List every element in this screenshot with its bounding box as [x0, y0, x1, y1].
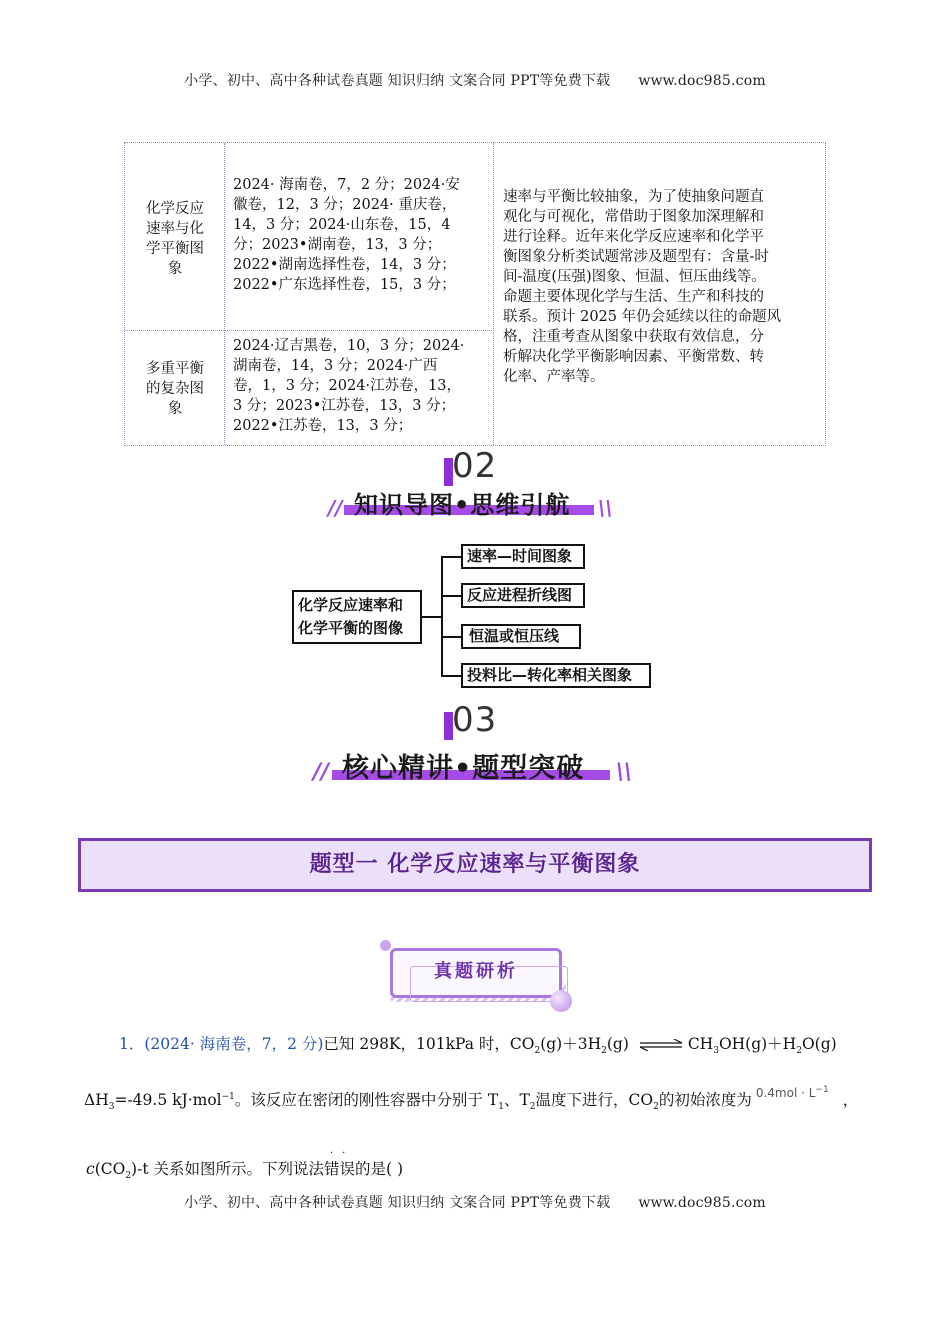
- analysis-line: 间-温度(压强)图象、恒温、恒压曲线等。: [503, 269, 766, 285]
- question-text: 的是( ): [355, 1160, 404, 1178]
- question-type-banner: 题型一 化学反应速率与平衡图象: [78, 838, 872, 892]
- section-title: 核心精讲•题型突破: [342, 753, 585, 784]
- table-topic-2: [131, 359, 219, 419]
- deco-dot: [380, 940, 391, 951]
- topic-line: 的复杂图: [146, 381, 204, 397]
- topic-line: 学平衡图: [146, 241, 204, 257]
- source-line: 2022•湖南选择性卷，14，3 分；: [233, 257, 456, 273]
- connector: [441, 675, 461, 677]
- emphasis-dots: ··: [330, 1148, 355, 1159]
- footer-text: 小学、初中、高中各种试卷真题 知识归纳 文案合同 PPT等免费下载: [184, 1195, 611, 1211]
- analysis-line: 进行诠释。近年来化学反应速率和化学平: [503, 229, 764, 245]
- subscript: 2: [601, 1046, 607, 1057]
- deco-slash-left: //: [328, 496, 343, 520]
- subscript: 2: [534, 1046, 541, 1057]
- source-line: 2024·辽吉黑卷，10，3 分；2024·: [233, 338, 465, 354]
- table-divider: [224, 143, 225, 445]
- subscript: 2: [653, 1102, 659, 1113]
- topic-line: 象: [167, 261, 183, 277]
- connector: [441, 556, 443, 676]
- section-number: 03: [452, 700, 498, 740]
- connector: [441, 595, 461, 597]
- source-line: 2022•江苏卷，13，3 分；: [233, 418, 413, 434]
- question-line-3: [86, 1148, 404, 1182]
- header-url: www.doc985.com: [638, 73, 766, 89]
- mindmap-branch-2: 反应进程折线图: [461, 583, 585, 608]
- question-text: CH: [687, 1035, 714, 1053]
- badge-box: [390, 948, 562, 998]
- question-text: 已知 298K，101kPa 时，CO: [323, 1035, 535, 1053]
- table-analysis: [503, 187, 821, 387]
- table-divider: [493, 143, 494, 445]
- question-text: (CO: [94, 1160, 126, 1178]
- deco-slash-right: \\: [598, 496, 613, 520]
- question-text: 的初始浓度为: [658, 1091, 752, 1109]
- connector: [441, 556, 461, 558]
- source-line: 卷，1，3 分；2024·江苏卷，13，: [233, 378, 462, 394]
- equilibrium-arrow-icon: [638, 1039, 684, 1051]
- badge-label: 真题研析: [434, 961, 518, 982]
- analysis-line: 命题主要体现化学与生活、生产和科技的: [503, 289, 764, 305]
- table-sources-2: [233, 336, 489, 436]
- mindmap-root-line: 化学平衡的图像: [298, 619, 404, 637]
- question-text: ΔH: [84, 1091, 109, 1109]
- analysis-line: 速率与平衡比较抽象，为了使抽象问题直: [503, 189, 764, 205]
- question-text: )-t 关系如图所示。下列说法: [131, 1160, 324, 1178]
- question-text: 。该反应在密闭的刚性容器中分别于 T: [234, 1091, 499, 1109]
- question-text: =-49.5 kJ·mol: [114, 1091, 222, 1109]
- source-line: 3 分；2023•江苏卷，13，3 分；: [233, 398, 456, 414]
- section-title: 知识导图•思维引航: [354, 491, 571, 519]
- analysis-line: 衡图象分析类试题常涉及题型有：含量-时: [503, 249, 769, 265]
- question-text: (g): [606, 1035, 629, 1053]
- analysis-line: 析解决化学平衡影响因素、平衡常数、转: [503, 349, 764, 365]
- mindmap-branch-4: 投料比—转化率相关图象: [461, 663, 651, 688]
- badge: [380, 940, 580, 1010]
- connector: [441, 636, 461, 638]
- question-line-1: [119, 1032, 837, 1056]
- analysis-line: 观化与可视化，常借助于图象加深理解和: [503, 209, 764, 225]
- subscript: 3: [713, 1046, 719, 1057]
- question-line-2: [84, 1085, 859, 1113]
- deco-orb: [550, 990, 572, 1012]
- subscript: 2: [125, 1171, 132, 1182]
- source-line: 2024· 海南卷，7，2 分；2024·安: [233, 177, 460, 193]
- table-divider: [125, 330, 494, 331]
- initial-concentration: [756, 1086, 829, 1100]
- source-line: 分；2023•湖南卷，13，3 分；: [233, 237, 442, 253]
- source-line: 2022•广东选择性卷，15，3 分；: [233, 277, 456, 293]
- exam-table: [124, 142, 826, 446]
- deco-slash-right: \\: [616, 760, 633, 785]
- table-topic-1: [131, 199, 219, 279]
- subscript: 2: [529, 1102, 536, 1113]
- connector: [422, 616, 441, 618]
- concentration-value: 0.4mol · L: [755, 1086, 816, 1100]
- analysis-line: 联系。预计 2025 年仍会延续以往的命题风: [503, 309, 782, 325]
- superscript: −1: [815, 1085, 829, 1095]
- superscript: −1: [221, 1091, 235, 1102]
- source-line: 14，3 分；2024·山东卷，15，4: [233, 217, 451, 233]
- question-text: OH(g)＋H: [718, 1035, 797, 1053]
- page-footer: [0, 1192, 950, 1212]
- analysis-line: 化率、产率等。: [503, 369, 605, 385]
- source-line: 湖南卷，14，3 分；2024·广西: [233, 358, 438, 374]
- question-text: ，: [842, 1091, 859, 1109]
- question-text: 错误: [324, 1160, 356, 1178]
- subscript: 1: [498, 1102, 504, 1113]
- question-source: (2024· 海南卷，7，2 分): [144, 1035, 324, 1053]
- question-number: 1．: [119, 1035, 145, 1053]
- mindmap-branch-1: 速率—时间图象: [461, 544, 585, 569]
- topic-line: 速率与化: [146, 221, 204, 237]
- page-header: [0, 70, 950, 90]
- topic-line: 象: [167, 401, 183, 417]
- mindmap-root: [292, 590, 422, 644]
- topic-line: 化学反应: [146, 201, 204, 217]
- question-text: O(g): [801, 1035, 837, 1053]
- table-sources-1: [233, 175, 489, 295]
- emphasis-word: [324, 1148, 356, 1178]
- analysis-line: 格，注重考查从图象中获取有效信息，分: [503, 329, 764, 345]
- section-number: 02: [452, 446, 498, 486]
- subscript: 2: [796, 1046, 802, 1057]
- topic-line: 多重平衡: [146, 361, 204, 377]
- question-text: 、T: [503, 1091, 530, 1109]
- source-line: 徽卷，12，3 分；2024· 重庆卷，: [233, 197, 457, 213]
- footer-url: www.doc985.com: [638, 1195, 766, 1211]
- question-text: 温度下进行，CO: [535, 1091, 654, 1109]
- question-text: c: [86, 1160, 95, 1178]
- mindmap-root-line: 化学反应速率和: [298, 596, 404, 614]
- deco-slash-left: //: [313, 760, 330, 785]
- subscript: 3: [108, 1102, 115, 1113]
- mindmap-branch-3: 恒温或恒压线: [461, 624, 581, 649]
- question-text: (g)＋3H: [540, 1035, 602, 1053]
- header-text: 小学、初中、高中各种试卷真题 知识归纳 文案合同 PPT等免费下载: [184, 73, 611, 89]
